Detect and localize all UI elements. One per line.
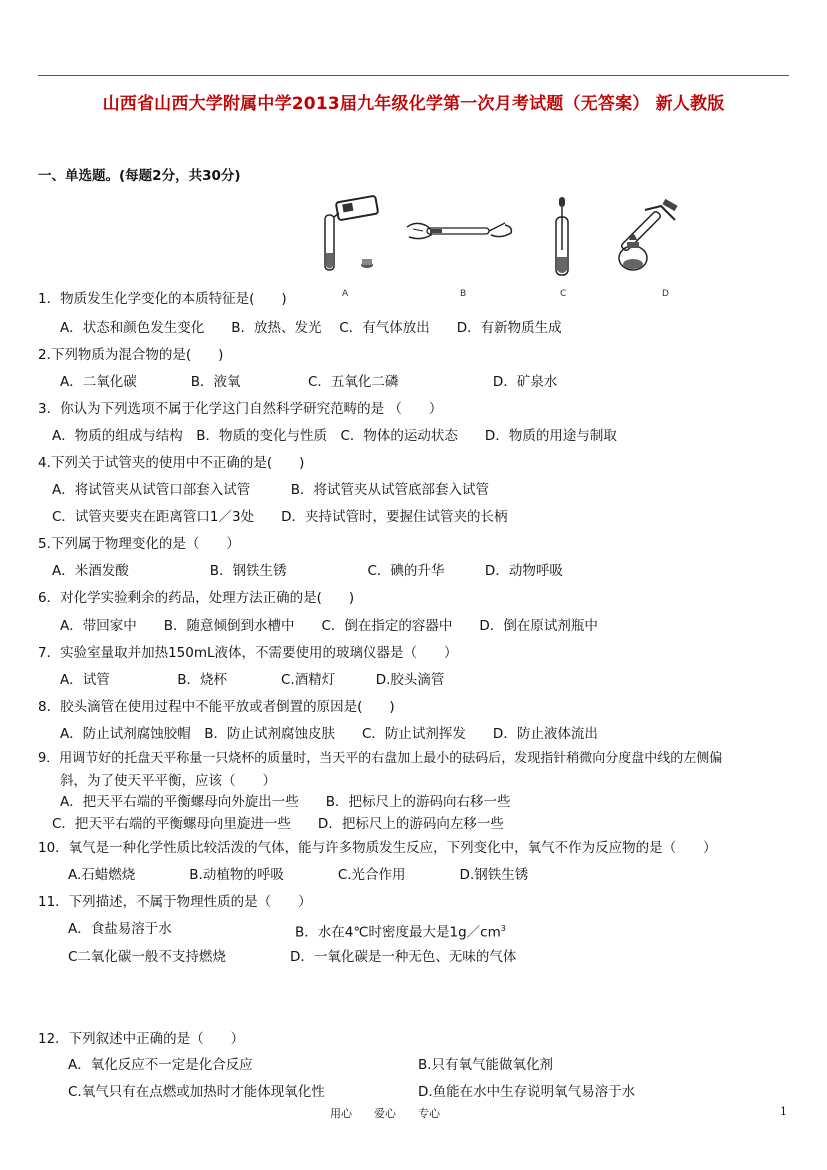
question-6-options: A．带回家中 B．随意倾倒到水槽中 C．倒在指定的容器中 D．倒在原试剂瓶中 [60,618,598,634]
question-11-option-b-text: B．水在4℃时密度最大是1g／cm [295,924,501,941]
question-3-options: A．物质的组成与结构 B．物质的变化与性质 C．物体的运动状态 D．物质的用途与制取 [52,428,617,444]
question-12-option-d: D.鱼能在水中生存说明氧气易溶于水 [418,1084,636,1100]
question-11-option-b [295,920,506,942]
question-12-option-a: A．氧化反应不一定是化合反应 [68,1057,253,1073]
question-9-options-1: A．把天平右端的平衡螺母向外旋出一些 B．把标尺上的游码向右移一些 [60,794,511,810]
question-11-option-b-sup: 3 [500,924,506,933]
question-1-options: A．状态和颜色发生变化 B．放热、发光 C．有气体放出 D．有新物质生成 [60,320,562,336]
question-11-option-a: A．食盐易溶于水 [68,921,172,937]
question-6-stem: 6．对化学实验剩余的药品，处理方法正确的是( ) [38,590,355,606]
footer-motto: 用心 爱心 专心 [330,1107,440,1120]
question-5-options: A．米酒发酸 B．钢铁生锈 C．碘的升华 D．动物呼吸 [52,563,563,579]
question-4-options-1: A．将试管夹从试管口部套入试管 B．将试管夹从试管底部套入试管 [52,482,489,498]
question-11-option-c: C二氧化碳一般不支持燃烧 [68,949,226,965]
question-5-stem: 5.下列属于物理变化的是（ ） [38,536,240,552]
question-12-stem: 12．下列叙述中正确的是（ ） [38,1031,245,1047]
question-7-options: A．试管 B．烧杯 C.酒精灯 D.胶头滴管 [60,672,445,688]
question-12-option-c: C.氧气只有在点燃或加热时才能体现氧化性 [68,1084,325,1100]
question-8-options: A．防止试剂腐蚀胶帽 B．防止试剂腐蚀皮肤 C．防止试剂挥发 D．防止液体流出 [60,726,598,742]
illustration-c-dropper-icon [550,195,580,280]
figure-label-b: B [460,289,467,299]
question-7-stem: 7．实验室量取并加热150mL液体，不需要使用的玻璃仪器是（ ） [38,645,458,661]
illustration-a-pouring-icon [315,193,385,278]
question-12-option-b: B.只有氧气能做氧化剂 [418,1057,554,1073]
question-9-stem-1: 9．用调节好的托盘天平称量一只烧杯的质量时，当天平的右盘加上最小的砝码后，发现指针稍微向分度盘中线的左侧偏 [38,751,723,766]
question-8-stem: 8．胶头滴管在使用过程中不能平放或者倒置的原因是( ) [38,699,395,715]
question-9-options-2: C．把天平右端的平衡螺母向里旋进一些 D．把标尺上的游码向左移一些 [52,816,504,832]
question-11-stem: 11．下列描述，不属于物理性质的是（ ） [38,894,312,910]
figure-label-d: D [662,289,669,299]
section-heading: 一、单选题。(每题2分，共30分) [38,168,241,184]
question-1-stem: 1．物质发生化学变化的本质特征是( ) [38,291,287,307]
question-4-stem: 4.下列关于试管夹的使用中不正确的是( ) [38,455,305,471]
figure-label-a: A [342,289,349,299]
header-rule [38,75,789,76]
question-9-stem-2: 斜，为了使天平平衡，应该（ ） [60,773,276,789]
question-10-options: A.石蜡燃烧 B.动植物的呼吸 C.光合作用 D.钢铁生锈 [68,867,529,883]
question-4-options-2: C．试管夹要夹在距离管口1／3处 D．夹持试管时，要握住试管夹的长柄 [52,509,508,525]
page-title: 山西省山西大学附属中学2013届九年级化学第一次月考试题（无答案） 新人教版 [102,94,725,114]
question-10-stem: 10．氧气是一种化学性质比较活泼的气体，能与许多物质发生反应，下列变化中，氧气不作为反应物的是（ ） [38,840,717,856]
page-number: 1 [780,1105,787,1118]
figure-label-c: C [560,289,567,299]
question-2-options: A．二氧化碳 B．液氧 C．五氧化二磷 D．矿泉水 [60,374,558,390]
question-11-option-d: D．一氧化碳是一种无色、无味的气体 [290,949,517,965]
question-3-stem: 3．你认为下列选项不属于化学这门自然科学研究范畴的是 （ ） [38,401,443,417]
illustration-b-hands-tube-icon [405,213,515,253]
figure-apparatus [310,193,690,303]
question-2-stem: 2.下列物质为混合物的是( ) [38,347,224,363]
illustration-d-heating-icon [615,198,690,278]
